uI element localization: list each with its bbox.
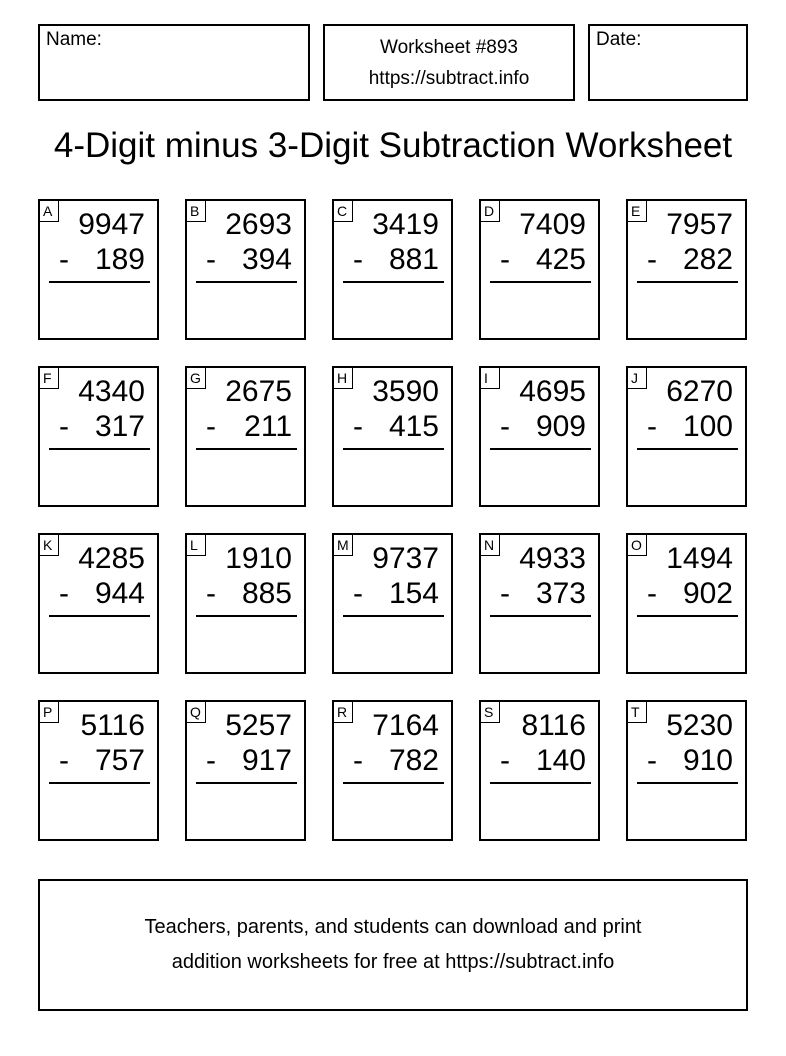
worksheet-number: Worksheet #893 [379, 36, 518, 58]
footer-note [38, 879, 748, 1011]
date-field[interactable] [588, 24, 748, 101]
problem-cell[interactable] [626, 700, 747, 841]
answer-line [343, 615, 444, 617]
problem-cell[interactable] [332, 366, 453, 507]
problem-letter: T [627, 701, 647, 723]
problem-minuend: 5230 [666, 709, 733, 742]
problem-cell[interactable] [626, 199, 747, 340]
problem-operator: - [500, 744, 510, 777]
problem-letter: J [627, 367, 647, 389]
problem-cell[interactable] [332, 533, 453, 674]
problem-minuend: 2693 [225, 208, 292, 241]
problem-letter: O [627, 534, 647, 556]
answer-line [637, 281, 738, 283]
problem-operator: - [206, 243, 216, 276]
answer-line [196, 782, 297, 784]
problem-minuend: 7957 [666, 208, 733, 241]
problem-minuend: 4340 [78, 375, 145, 408]
problem-cell[interactable] [479, 700, 600, 841]
problem-cell[interactable] [38, 700, 159, 841]
problem-subtrahend: 881 [388, 243, 439, 276]
problem-subtrahend: 782 [388, 744, 439, 777]
problem-minuend: 4285 [78, 542, 145, 575]
answer-line [490, 281, 591, 283]
problem-operator: - [500, 410, 510, 443]
problem-letter: H [333, 367, 353, 389]
answer-line [49, 281, 150, 283]
problem-operator: - [353, 577, 363, 610]
problem-subtrahend: 282 [682, 243, 733, 276]
worksheet-url: https://subtract.info [368, 67, 530, 89]
answer-line [637, 782, 738, 784]
answer-line [196, 615, 297, 617]
problem-subtrahend: 885 [241, 577, 292, 610]
problem-letter: E [627, 200, 647, 222]
problem-minuend: 6270 [666, 375, 733, 408]
problem-cell[interactable] [479, 199, 600, 340]
problem-operator: - [353, 744, 363, 777]
problem-subtrahend: 757 [94, 744, 145, 777]
problem-minuend: 5116 [80, 709, 145, 742]
problem-letter: I [480, 367, 500, 389]
problem-letter: Q [186, 701, 206, 723]
problem-subtrahend: 140 [535, 744, 586, 777]
problem-subtrahend: 902 [682, 577, 733, 610]
answer-line [196, 281, 297, 283]
problem-subtrahend: 917 [241, 744, 292, 777]
date-label: Date: [596, 29, 642, 50]
problem-operator: - [647, 243, 657, 276]
problem-letter: L [186, 534, 206, 556]
problem-minuend: 9947 [78, 208, 145, 241]
problem-minuend: 3590 [372, 375, 439, 408]
problem-subtrahend: 394 [241, 243, 292, 276]
problem-operator: - [59, 410, 69, 443]
problem-subtrahend: 100 [682, 410, 733, 443]
problem-operator: - [647, 744, 657, 777]
answer-line [49, 448, 150, 450]
problem-subtrahend: 909 [535, 410, 586, 443]
problem-operator: - [206, 577, 216, 610]
answer-line [49, 615, 150, 617]
problem-minuend: 8116 [521, 709, 586, 742]
problem-cell[interactable] [38, 533, 159, 674]
problem-subtrahend: 415 [388, 410, 439, 443]
answer-line [343, 448, 444, 450]
page-title: 4-Digit minus 3-Digit Subtraction Worksheet [53, 126, 733, 165]
problem-subtrahend: 944 [94, 577, 145, 610]
problem-cell[interactable] [332, 199, 453, 340]
problem-letter: P [39, 701, 59, 723]
answer-line [490, 448, 591, 450]
problem-subtrahend: 373 [535, 577, 586, 610]
problem-minuend: 7409 [519, 208, 586, 241]
worksheet-info-box [323, 24, 575, 101]
problem-operator: - [647, 577, 657, 610]
problem-cell[interactable] [479, 533, 600, 674]
problem-letter: A [39, 200, 59, 222]
problem-operator: - [59, 243, 69, 276]
problem-cell[interactable] [626, 366, 747, 507]
problem-cell[interactable] [626, 533, 747, 674]
problem-letter: G [186, 367, 206, 389]
problem-letter: D [480, 200, 500, 222]
problem-letter: C [333, 200, 353, 222]
answer-line [343, 281, 444, 283]
answer-line [490, 782, 591, 784]
answer-line [490, 615, 591, 617]
problem-letter: K [39, 534, 59, 556]
problem-cell[interactable] [479, 366, 600, 507]
problem-letter: M [333, 534, 353, 556]
problem-operator: - [500, 577, 510, 610]
answer-line [49, 782, 150, 784]
answer-line [343, 782, 444, 784]
problem-cell[interactable] [185, 366, 306, 507]
problem-operator: - [206, 744, 216, 777]
name-label: Name: [46, 29, 102, 50]
footer-line-2: addition worksheets for free at https://subtract.info [171, 951, 615, 973]
problem-operator: - [206, 410, 216, 443]
problem-minuend: 7164 [372, 709, 439, 742]
problem-minuend: 4933 [519, 542, 586, 575]
problem-subtrahend: 425 [535, 243, 586, 276]
problem-letter: R [333, 701, 353, 723]
problem-cell[interactable] [185, 199, 306, 340]
problem-cell[interactable] [38, 199, 159, 340]
problem-operator: - [500, 243, 510, 276]
problem-operator: - [353, 243, 363, 276]
problem-minuend: 4695 [519, 375, 586, 408]
problem-cell[interactable] [38, 366, 159, 507]
problem-subtrahend: 317 [94, 410, 145, 443]
problem-minuend: 9737 [372, 542, 439, 575]
problem-letter: B [186, 200, 206, 222]
problem-letter: N [480, 534, 500, 556]
problem-letter: F [39, 367, 59, 389]
problem-minuend: 1494 [666, 542, 733, 575]
problem-letter: S [480, 701, 500, 723]
problem-operator: - [59, 577, 69, 610]
footer-line-1: Teachers, parents, and students can download and print [144, 916, 642, 938]
problem-operator: - [353, 410, 363, 443]
problem-minuend: 5257 [225, 709, 292, 742]
answer-line [637, 615, 738, 617]
problem-minuend: 3419 [372, 208, 439, 241]
answer-line [196, 448, 297, 450]
problem-subtrahend: 910 [682, 744, 733, 777]
problem-cell[interactable] [332, 700, 453, 841]
problem-subtrahend: 211 [244, 410, 292, 443]
answer-line [637, 448, 738, 450]
name-field[interactable] [38, 24, 310, 101]
problem-minuend: 2675 [225, 375, 292, 408]
problem-cell[interactable] [185, 533, 306, 674]
problem-operator: - [647, 410, 657, 443]
problem-minuend: 1910 [225, 542, 292, 575]
problem-subtrahend: 189 [94, 243, 145, 276]
problem-cell[interactable] [185, 700, 306, 841]
problem-subtrahend: 154 [388, 577, 439, 610]
problem-operator: - [59, 744, 69, 777]
